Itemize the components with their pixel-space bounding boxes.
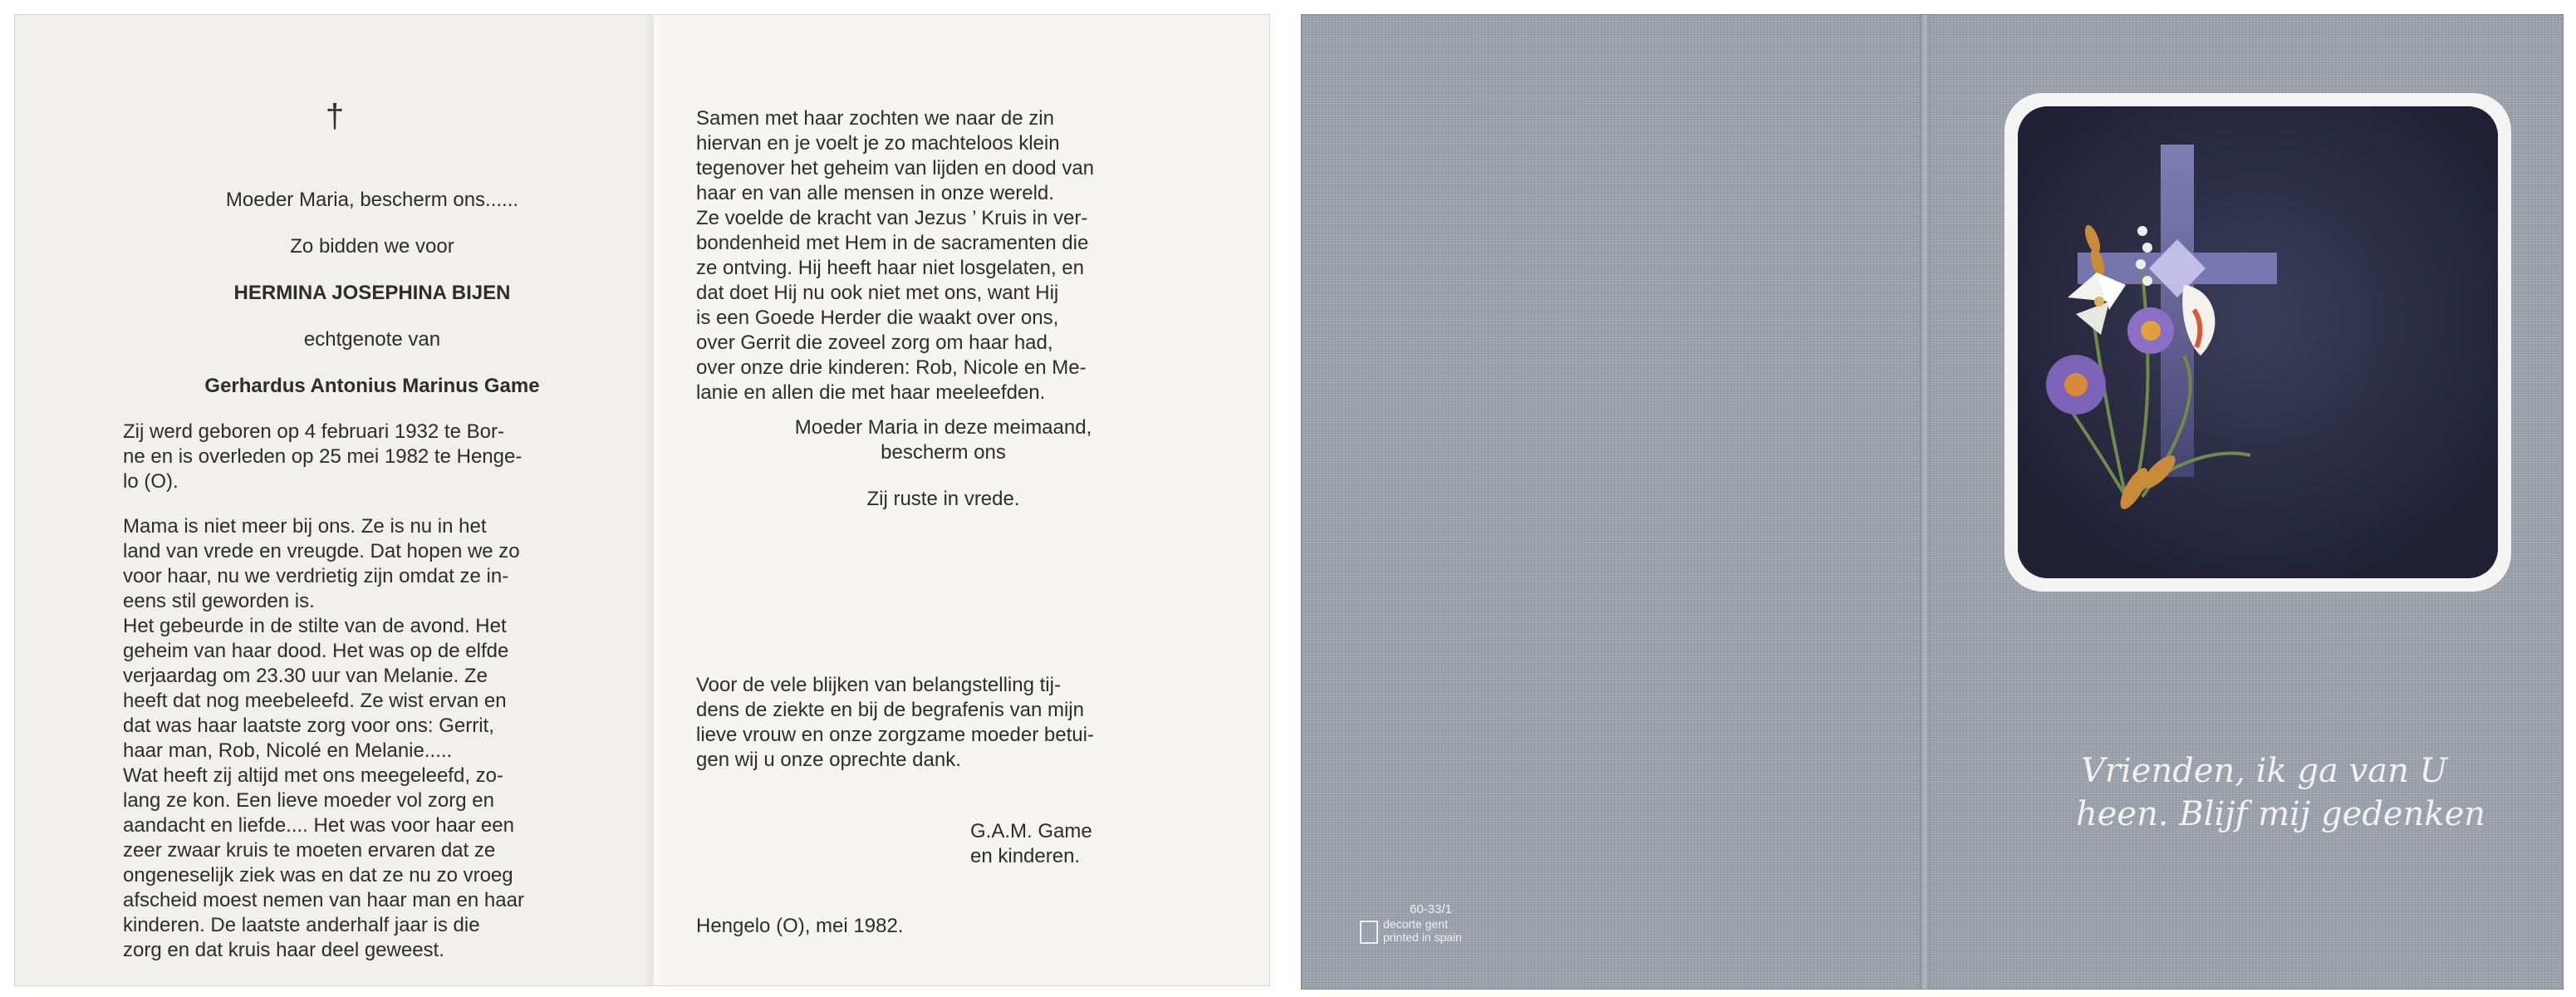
text-line: voor haar, nu we verdrietig zijn omdat ze in- bbox=[123, 565, 509, 587]
text-line: dat was haar laatste zorg voor ons: Gerrit, bbox=[123, 715, 494, 737]
card-fold bbox=[644, 15, 664, 985]
rest-in-peace: Zij ruste in vrede. bbox=[866, 488, 1020, 510]
text-line: land van vrede en vreugde. Dat hopen we zo bbox=[123, 540, 520, 562]
inside-left-panel bbox=[15, 15, 655, 985]
text-line: bondenheid met Hem in de sacramenten die bbox=[696, 232, 1089, 254]
text-line: Samen met haar zochten we naar de zin bbox=[696, 107, 1054, 130]
text-line: Voor de vele blijken van belangstelling tij- bbox=[696, 674, 1061, 696]
text-line: verjaardag om 23.30 uur van Melanie. Ze bbox=[123, 665, 488, 687]
text-line: zeer zwaar kruis te moeten ervaren dat ze bbox=[123, 839, 496, 862]
text-line: Wat heeft zij altijd met ons meegeleefd, zo- bbox=[123, 764, 503, 787]
text-line: dens de ziekte en bij de begrafenis van mijn bbox=[696, 699, 1084, 721]
card-outside bbox=[1302, 15, 2563, 989]
thanks-paragraph bbox=[696, 673, 1190, 773]
cross-flower-illustration bbox=[2018, 106, 2498, 578]
text-line: gen wij u onze oprechte dank. bbox=[696, 749, 961, 771]
card-inside bbox=[15, 15, 1269, 985]
text-line: ne en is overleden op 25 mei 1982 te Henge- bbox=[123, 445, 523, 468]
picture-background bbox=[2018, 106, 2498, 578]
prayer-line: Moeder Maria, bescherm ons...... bbox=[225, 189, 519, 211]
card-spine bbox=[1920, 15, 1930, 989]
place-date: Hengelo (O), mei 1982. bbox=[696, 915, 904, 937]
deceased-name: HERMINA JOSEPHINA BIJEN bbox=[233, 282, 511, 304]
text-line: Moeder Maria in deze meimaand, bbox=[794, 416, 1092, 439]
text-line: Zij werd geboren op 4 februari 1932 te Bor- bbox=[123, 420, 504, 443]
spouse-label: echtgenote van bbox=[303, 328, 441, 351]
publisher-print-note: printed in spain bbox=[1383, 931, 1462, 944]
text-line: afscheid moest nemen van haar man en haar bbox=[123, 889, 524, 911]
text-line: over onze drie kinderen: Rob, Nicole en Me- bbox=[696, 356, 1087, 379]
text-line: zorg en dat kruis haar deel geweest. bbox=[123, 939, 444, 961]
text-line: Mama is niet meer bij ons. Ze is nu in het bbox=[123, 515, 487, 538]
memorial-paragraph bbox=[123, 514, 609, 963]
text-line: heeft dat nog meebeleefd. Ze wist ervan en bbox=[123, 690, 507, 712]
text-line: dat doet Hij nu ook niet met ons, want Hij bbox=[696, 282, 1059, 304]
text-line: lo (O). bbox=[123, 470, 179, 493]
text-line: hiervan en je voelt je zo machteloos klein bbox=[696, 132, 1060, 155]
purple-flower-2 bbox=[2046, 355, 2106, 415]
text-line: aandacht en liefde.... Het was voor haar een bbox=[123, 814, 514, 837]
text-line: G.A.M. Game bbox=[970, 820, 1092, 842]
text-line: bescherm ons bbox=[881, 441, 1006, 464]
verse-line-1: Vrienden, ik ga van U bbox=[2081, 752, 2448, 790]
text-line: haar man, Rob, Nicolé en Melanie..... bbox=[123, 739, 453, 762]
closing-prayer bbox=[696, 415, 1190, 465]
publisher-name: decorte gent bbox=[1383, 917, 1448, 931]
text-line: Het gebeurde in de stilte van de avond. Het bbox=[123, 615, 507, 637]
text-line: tegenover het geheim van lijden en dood van bbox=[696, 157, 1095, 179]
text-line: lang ze kon. Een lieve moeder vol zorg en bbox=[123, 789, 494, 812]
text-line: is een Goede Herder die waakt over ons, bbox=[696, 307, 1059, 329]
text-line: kinderen. De laatste anderhalf jaar is die bbox=[123, 914, 480, 936]
text-line: ze ontving. Hij heeft haar niet losgelaten, en bbox=[696, 257, 1084, 279]
cross-flower-picture bbox=[2018, 106, 2498, 578]
text-line: over Gerrit die zoveel zorg om haar had, bbox=[696, 332, 1053, 354]
intro-line: Zo bidden we voor bbox=[290, 235, 454, 258]
verse-line-2: heen. Blijf mij gedenken bbox=[2076, 795, 2486, 833]
purple-flower-1 bbox=[2127, 307, 2174, 354]
text-line: lanie en allen die met haar meeleefden. bbox=[696, 381, 1046, 404]
reflection-paragraph bbox=[696, 106, 1190, 405]
spouse-name: Gerhardus Antonius Marinus Game bbox=[204, 375, 540, 397]
text-line: haar en van alle mensen in onze wereld. bbox=[696, 182, 1054, 204]
text-line: eens stil geworden is. bbox=[123, 590, 315, 612]
publisher-code: 60-33/1 bbox=[1410, 902, 1452, 916]
text-line: lieve vrouw en onze zorgzame moeder betui- bbox=[696, 724, 1094, 746]
birth-paragraph bbox=[123, 420, 609, 494]
text-line: Ze voelde de kracht van Jezus ’ Kruis in ver- bbox=[696, 207, 1088, 229]
text-line: en kinderen. bbox=[970, 845, 1081, 867]
publisher-logo bbox=[1360, 921, 1378, 944]
text-line: geheim van haar dood. Het was op de elfde bbox=[123, 640, 509, 662]
picture-frame bbox=[2004, 93, 2511, 592]
cross-symbol: † bbox=[325, 98, 345, 135]
text-line: ongeneselijk ziek was en dat ze nu zo vroeg bbox=[123, 864, 513, 886]
signature bbox=[970, 819, 1092, 869]
